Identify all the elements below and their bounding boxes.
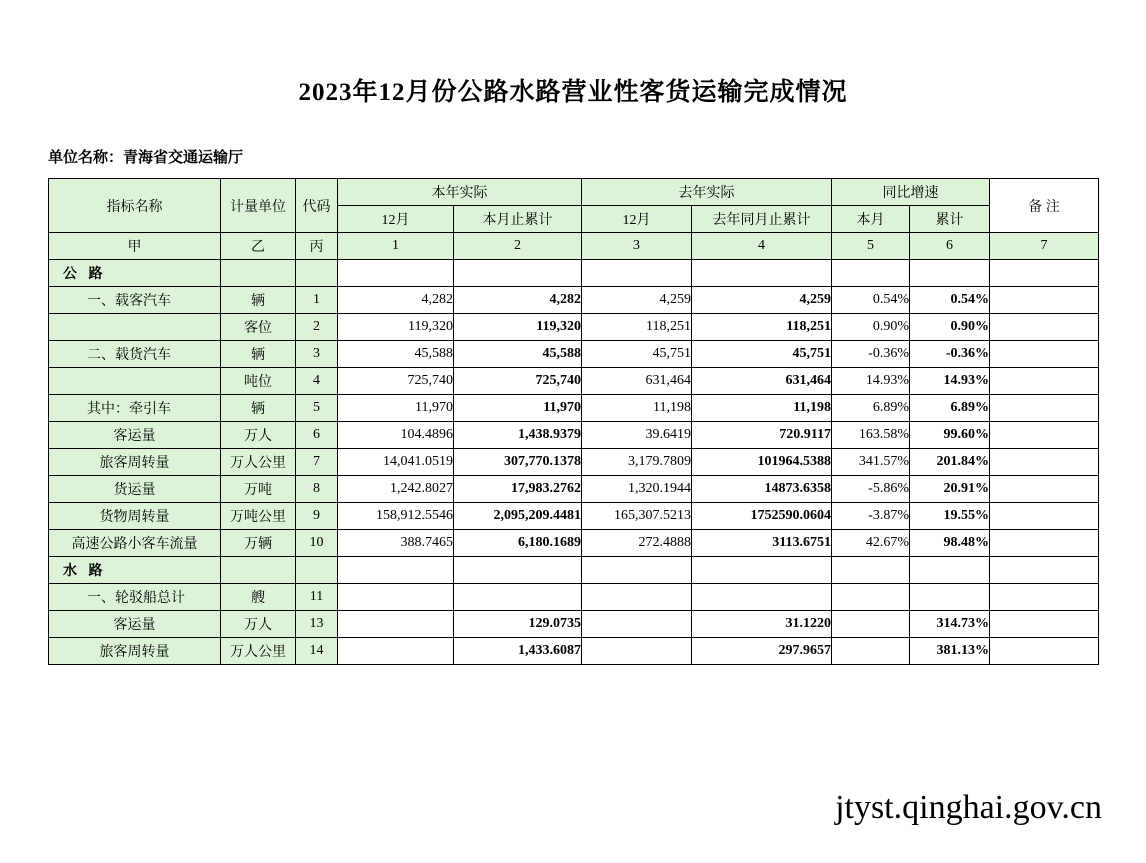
row-growth-month-value: 0.54% xyxy=(832,287,910,314)
row-last-month-value: 631,464 xyxy=(582,368,692,395)
row-last-cumulative-value: 1752590.0604 xyxy=(692,503,832,530)
row-growth-month-value: 163.58% xyxy=(832,422,910,449)
row-current-month-value: 388.7465 xyxy=(338,530,454,557)
page-title: 2023年12月份公路水路营业性客货运输完成情况 xyxy=(298,79,848,106)
table-row xyxy=(49,584,1099,611)
row-current-cumulative-value: 725,740 xyxy=(454,368,582,395)
row-growth-cumulative-value: 381.13% xyxy=(910,638,990,665)
row-current-cumulative-value: 119,320 xyxy=(454,314,582,341)
row-indicator-name: 货物周转量 xyxy=(49,503,221,530)
row-remark xyxy=(990,611,1099,638)
row-current-cumulative-value: 1,438.9379 xyxy=(454,422,582,449)
row-current-month-value xyxy=(338,584,454,611)
row-measure-unit: 万吨公里 xyxy=(221,503,296,530)
row-growth-month-value: 341.57% xyxy=(832,449,910,476)
row-indicator-name: 货运量 xyxy=(49,476,221,503)
row-current-month-value: 1,242.8027 xyxy=(338,476,454,503)
row-remark xyxy=(990,476,1099,503)
table-body xyxy=(49,260,1099,665)
row-current-month-value xyxy=(338,638,454,665)
row-remark xyxy=(990,314,1099,341)
row-code xyxy=(296,260,338,287)
row-last-month-value xyxy=(582,638,692,665)
row-last-month-value: 11,198 xyxy=(582,395,692,422)
row-last-month-value: 1,320.1944 xyxy=(582,476,692,503)
row-indicator-name xyxy=(49,314,221,341)
row-measure-unit: 辆 xyxy=(221,341,296,368)
table-row xyxy=(49,287,1099,314)
row-measure-unit: 客位 xyxy=(221,314,296,341)
table-header-row-1 xyxy=(49,179,1099,206)
row-last-cumulative-value: 31.1220 xyxy=(692,611,832,638)
header-indicator-name: 指标名称 xyxy=(49,179,221,233)
row-current-cumulative-value xyxy=(454,584,582,611)
table-row xyxy=(49,368,1099,395)
row-remark xyxy=(990,584,1099,611)
row-remark xyxy=(990,260,1099,287)
row-growth-month-value: -5.86% xyxy=(832,476,910,503)
row-growth-cumulative-value xyxy=(910,557,990,584)
row-code: 1 xyxy=(296,287,338,314)
table-row xyxy=(49,530,1099,557)
row-indicator-name: 客运量 xyxy=(49,611,221,638)
row-measure-unit xyxy=(221,557,296,584)
header-growth-cumulative: 累计 xyxy=(910,206,990,233)
table-row xyxy=(49,341,1099,368)
table-row xyxy=(49,260,1099,287)
row-measure-unit: 万人 xyxy=(221,611,296,638)
row-remark xyxy=(990,395,1099,422)
row-current-month-value: 4,282 xyxy=(338,287,454,314)
row-last-month-value: 118,251 xyxy=(582,314,692,341)
row-growth-month-value xyxy=(832,260,910,287)
row-growth-cumulative-value: 14.93% xyxy=(910,368,990,395)
row-current-month-value: 104.4896 xyxy=(338,422,454,449)
row-remark xyxy=(990,341,1099,368)
row-measure-unit: 艘 xyxy=(221,584,296,611)
table-row xyxy=(49,449,1099,476)
row-last-cumulative-value: 101964.5388 xyxy=(692,449,832,476)
col-index-5: 5 xyxy=(832,233,910,260)
row-current-cumulative-value: 4,282 xyxy=(454,287,582,314)
row-code: 2 xyxy=(296,314,338,341)
row-measure-unit: 辆 xyxy=(221,287,296,314)
row-remark xyxy=(990,638,1099,665)
header-current-year: 本年实际 xyxy=(338,179,582,206)
row-last-cumulative-value: 14873.6358 xyxy=(692,476,832,503)
row-indicator-name: 二、载货汽车 xyxy=(49,341,221,368)
row-current-cumulative-value: 6,180.1689 xyxy=(454,530,582,557)
row-code: 6 xyxy=(296,422,338,449)
row-last-month-value: 4,259 xyxy=(582,287,692,314)
row-measure-unit xyxy=(221,260,296,287)
row-current-cumulative-value: 2,095,209.4481 xyxy=(454,503,582,530)
row-current-cumulative-value: 17,983.2762 xyxy=(454,476,582,503)
row-last-month-value xyxy=(582,557,692,584)
row-remark xyxy=(990,557,1099,584)
row-code: 9 xyxy=(296,503,338,530)
row-growth-cumulative-value: 20.91% xyxy=(910,476,990,503)
col-index-3: 3 xyxy=(582,233,692,260)
header-last-month: 12月 xyxy=(582,206,692,233)
col-index-1: 1 xyxy=(338,233,454,260)
table-row xyxy=(49,638,1099,665)
table-row xyxy=(49,422,1099,449)
row-remark xyxy=(990,530,1099,557)
row-current-cumulative-value: 307,770.1378 xyxy=(454,449,582,476)
header-measure-unit: 计量单位 xyxy=(221,179,296,233)
col-index-2: 2 xyxy=(454,233,582,260)
row-measure-unit: 万人 xyxy=(221,422,296,449)
transport-statistics-table xyxy=(48,178,1099,665)
table-row xyxy=(49,557,1099,584)
row-remark xyxy=(990,287,1099,314)
col-index-yi: 乙 xyxy=(221,233,296,260)
row-remark xyxy=(990,503,1099,530)
row-current-month-value: 725,740 xyxy=(338,368,454,395)
header-current-cumulative: 本月止累计 xyxy=(454,206,582,233)
row-code: 3 xyxy=(296,341,338,368)
row-last-month-value: 165,307.5213 xyxy=(582,503,692,530)
footer-website-url: jtyst.qinghai.gov.cn xyxy=(835,789,1102,826)
row-last-month-value: 45,751 xyxy=(582,341,692,368)
row-current-cumulative-value xyxy=(454,557,582,584)
table-row xyxy=(49,503,1099,530)
table-row xyxy=(49,611,1099,638)
row-remark xyxy=(990,449,1099,476)
row-indicator-name: 一、载客汽车 xyxy=(49,287,221,314)
row-current-month-value xyxy=(338,557,454,584)
row-indicator-name: 一、轮驳船总计 xyxy=(49,584,221,611)
header-growth-month: 本月 xyxy=(832,206,910,233)
row-growth-month-value: 14.93% xyxy=(832,368,910,395)
row-last-cumulative-value: 45,751 xyxy=(692,341,832,368)
row-last-cumulative-value xyxy=(692,584,832,611)
row-measure-unit: 辆 xyxy=(221,395,296,422)
row-last-cumulative-value: 631,464 xyxy=(692,368,832,395)
row-last-cumulative-value: 11,198 xyxy=(692,395,832,422)
row-growth-month-value: -0.36% xyxy=(832,341,910,368)
row-indicator-name: 公 路 xyxy=(49,260,221,287)
row-growth-cumulative-value xyxy=(910,584,990,611)
row-indicator-name: 旅客周转量 xyxy=(49,638,221,665)
row-code: 4 xyxy=(296,368,338,395)
row-current-month-value xyxy=(338,611,454,638)
row-growth-month-value xyxy=(832,638,910,665)
row-code: 13 xyxy=(296,611,338,638)
row-indicator-name: 客运量 xyxy=(49,422,221,449)
row-current-month-value xyxy=(338,260,454,287)
row-code: 10 xyxy=(296,530,338,557)
row-current-month-value: 119,320 xyxy=(338,314,454,341)
row-growth-cumulative-value: 314.73% xyxy=(910,611,990,638)
row-last-month-value xyxy=(582,260,692,287)
header-remark: 备 注 xyxy=(990,179,1099,233)
row-remark xyxy=(990,422,1099,449)
document-page xyxy=(0,72,1146,863)
row-growth-cumulative-value: 6.89% xyxy=(910,395,990,422)
row-current-cumulative-value: 11,970 xyxy=(454,395,582,422)
row-code xyxy=(296,557,338,584)
row-measure-unit: 万吨 xyxy=(221,476,296,503)
row-last-cumulative-value: 297.9657 xyxy=(692,638,832,665)
row-growth-month-value: 0.90% xyxy=(832,314,910,341)
row-last-cumulative-value: 720.9117 xyxy=(692,422,832,449)
row-growth-month-value: 6.89% xyxy=(832,395,910,422)
row-code: 11 xyxy=(296,584,338,611)
header-growth: 同比增速 xyxy=(832,179,990,206)
row-indicator-name: 水 路 xyxy=(49,557,221,584)
header-code: 代码 xyxy=(296,179,338,233)
header-last-year: 去年实际 xyxy=(582,179,832,206)
col-index-bing: 丙 xyxy=(296,233,338,260)
row-last-cumulative-value: 118,251 xyxy=(692,314,832,341)
row-current-month-value: 11,970 xyxy=(338,395,454,422)
row-growth-cumulative-value: -0.36% xyxy=(910,341,990,368)
row-growth-month-value: 42.67% xyxy=(832,530,910,557)
row-measure-unit: 万人公里 xyxy=(221,449,296,476)
row-indicator-name: 其中：牵引车 xyxy=(49,395,221,422)
col-index-jia: 甲 xyxy=(49,233,221,260)
row-code: 8 xyxy=(296,476,338,503)
row-growth-cumulative-value: 0.90% xyxy=(910,314,990,341)
row-indicator-name: 高速公路小客车流量 xyxy=(49,530,221,557)
row-growth-cumulative-value: 0.54% xyxy=(910,287,990,314)
row-growth-cumulative-value: 19.55% xyxy=(910,503,990,530)
row-current-cumulative-value xyxy=(454,260,582,287)
col-index-6: 6 xyxy=(910,233,990,260)
header-current-month: 12月 xyxy=(338,206,454,233)
row-indicator-name: 旅客周转量 xyxy=(49,449,221,476)
row-current-month-value: 45,588 xyxy=(338,341,454,368)
row-last-cumulative-value xyxy=(692,557,832,584)
table-row xyxy=(49,314,1099,341)
row-growth-month-value xyxy=(832,584,910,611)
unit-name-label: 单位名称：青海省交通运输厅 xyxy=(48,150,244,166)
row-measure-unit: 万人公里 xyxy=(221,638,296,665)
col-index-7: 7 xyxy=(990,233,1099,260)
col-index-4: 4 xyxy=(692,233,832,260)
row-current-month-value: 158,912.5546 xyxy=(338,503,454,530)
row-indicator-name xyxy=(49,368,221,395)
row-last-month-value: 3,179.7809 xyxy=(582,449,692,476)
row-last-cumulative-value: 3113.6751 xyxy=(692,530,832,557)
row-code: 14 xyxy=(296,638,338,665)
row-current-cumulative-value: 45,588 xyxy=(454,341,582,368)
row-growth-month-value: -3.87% xyxy=(832,503,910,530)
row-last-month-value: 39.6419 xyxy=(582,422,692,449)
row-growth-month-value xyxy=(832,611,910,638)
row-last-month-value: 272.4888 xyxy=(582,530,692,557)
row-growth-month-value xyxy=(832,557,910,584)
row-code: 5 xyxy=(296,395,338,422)
row-code: 7 xyxy=(296,449,338,476)
row-growth-cumulative-value: 98.48% xyxy=(910,530,990,557)
row-last-cumulative-value xyxy=(692,260,832,287)
row-growth-cumulative-value xyxy=(910,260,990,287)
row-last-cumulative-value: 4,259 xyxy=(692,287,832,314)
row-remark xyxy=(990,368,1099,395)
table-row xyxy=(49,476,1099,503)
row-last-month-value xyxy=(582,611,692,638)
table-column-index-row xyxy=(49,233,1099,260)
row-last-month-value xyxy=(582,584,692,611)
row-measure-unit: 吨位 xyxy=(221,368,296,395)
header-last-cumulative: 去年同月止累计 xyxy=(692,206,832,233)
row-current-cumulative-value: 1,433.6087 xyxy=(454,638,582,665)
row-current-cumulative-value: 129.0735 xyxy=(454,611,582,638)
row-current-month-value: 14,041.0519 xyxy=(338,449,454,476)
row-growth-cumulative-value: 201.84% xyxy=(910,449,990,476)
row-measure-unit: 万辆 xyxy=(221,530,296,557)
row-growth-cumulative-value: 99.60% xyxy=(910,422,990,449)
table-row xyxy=(49,395,1099,422)
